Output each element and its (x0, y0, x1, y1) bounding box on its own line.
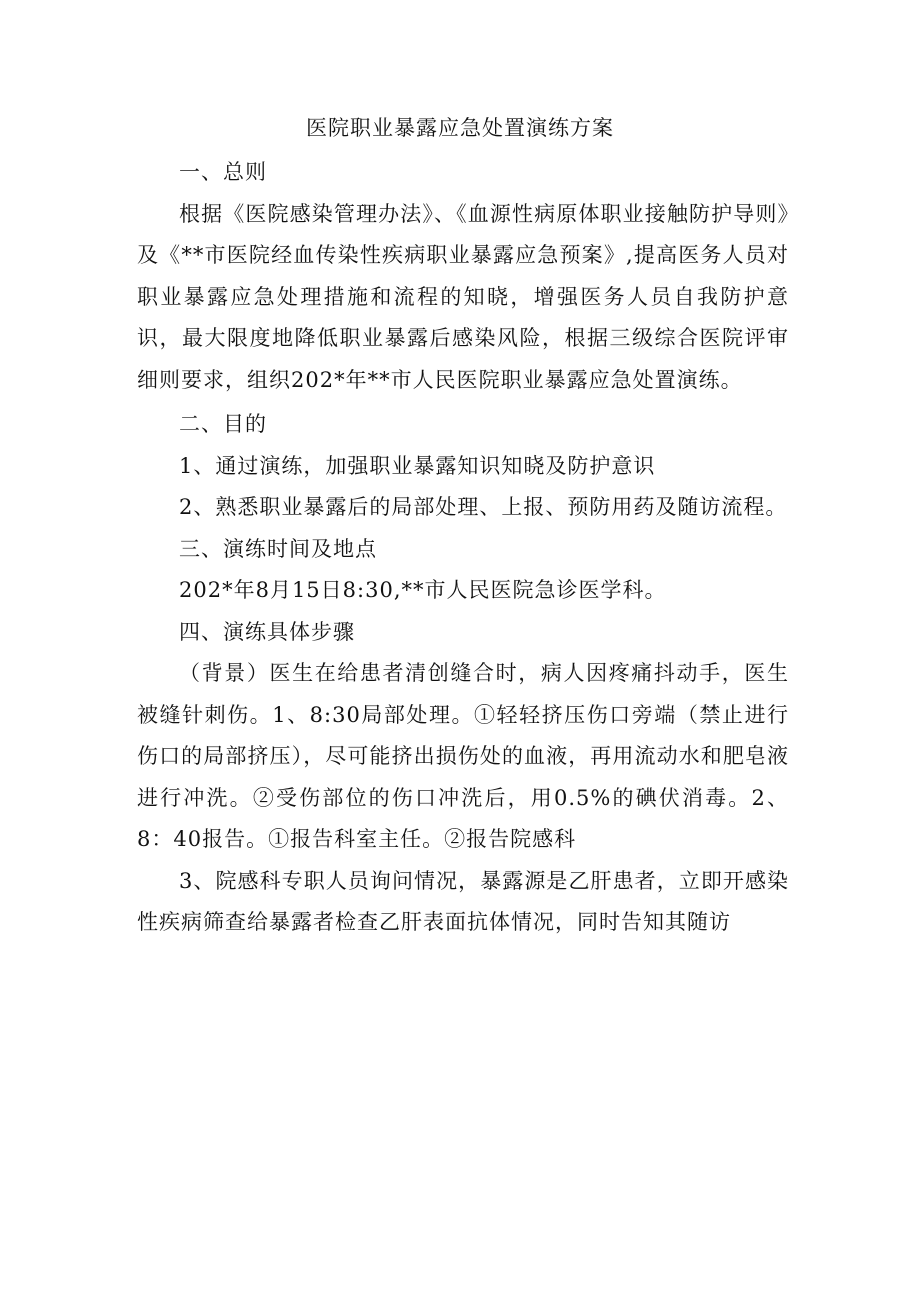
section-heading-steps: 四、演练具体步骤 (179, 619, 355, 644)
section-heading-general: 一、总则 (179, 160, 267, 184)
purpose-item-1: 1、通过演练，加强职业暴露知识知晓及防护意识 (179, 453, 656, 478)
purpose-item-2: 2、熟悉职业暴露后的局部处理、上报、预防用药及随访流程。 (179, 495, 788, 519)
document-title: 医院职业暴露应急处置演练方案 (306, 116, 614, 140)
section-paragraph-general: 根据《医院感染管理办法》、《血源性病原体职业接触防护导则》及《**市医院经血传染性疾病职业暴露应急预案》,提高医务人员对职业暴露应急处理措施和流程的知晓，增强医务人员自我防护意识，最大限度地降低职业暴露后感染风险，根据三级综合医院评审细则要求，组织202*年**市人民医院职业暴露应急处置演练。 (137, 201, 789, 392)
section-heading-time-place: 三、演练时间及地点 (179, 536, 377, 561)
section-heading-purpose: 二、目的 (179, 412, 267, 436)
time-place-paragraph: 202*年8月15日8:30,**市人民医院急诊医学科。 (179, 578, 667, 602)
document-body (137, 152, 789, 944)
steps-paragraph-1: （背景）医生在给患者清创缝合时，病人因疼痛抖动手，医生被缝针刺伤。1、8:30局部处理。①轻轻挤压伤口旁端（禁止进行伤口的局部挤压），尽可能挤出损伤处的血液，再用流动水和肥皂液进行冲洗。②受伤部位的伤口冲洗后，用0.5%的碘伏消毒。2、8：40报告。①报告科室主任。②报告院感科 (137, 661, 789, 851)
steps-paragraph-2: 3、院感科专职人员询问情况，暴露源是乙肝患者，立即开感染性疾病筛查给暴露者检查乙肝表面抗体情况，同时告知其随访 (137, 868, 789, 934)
